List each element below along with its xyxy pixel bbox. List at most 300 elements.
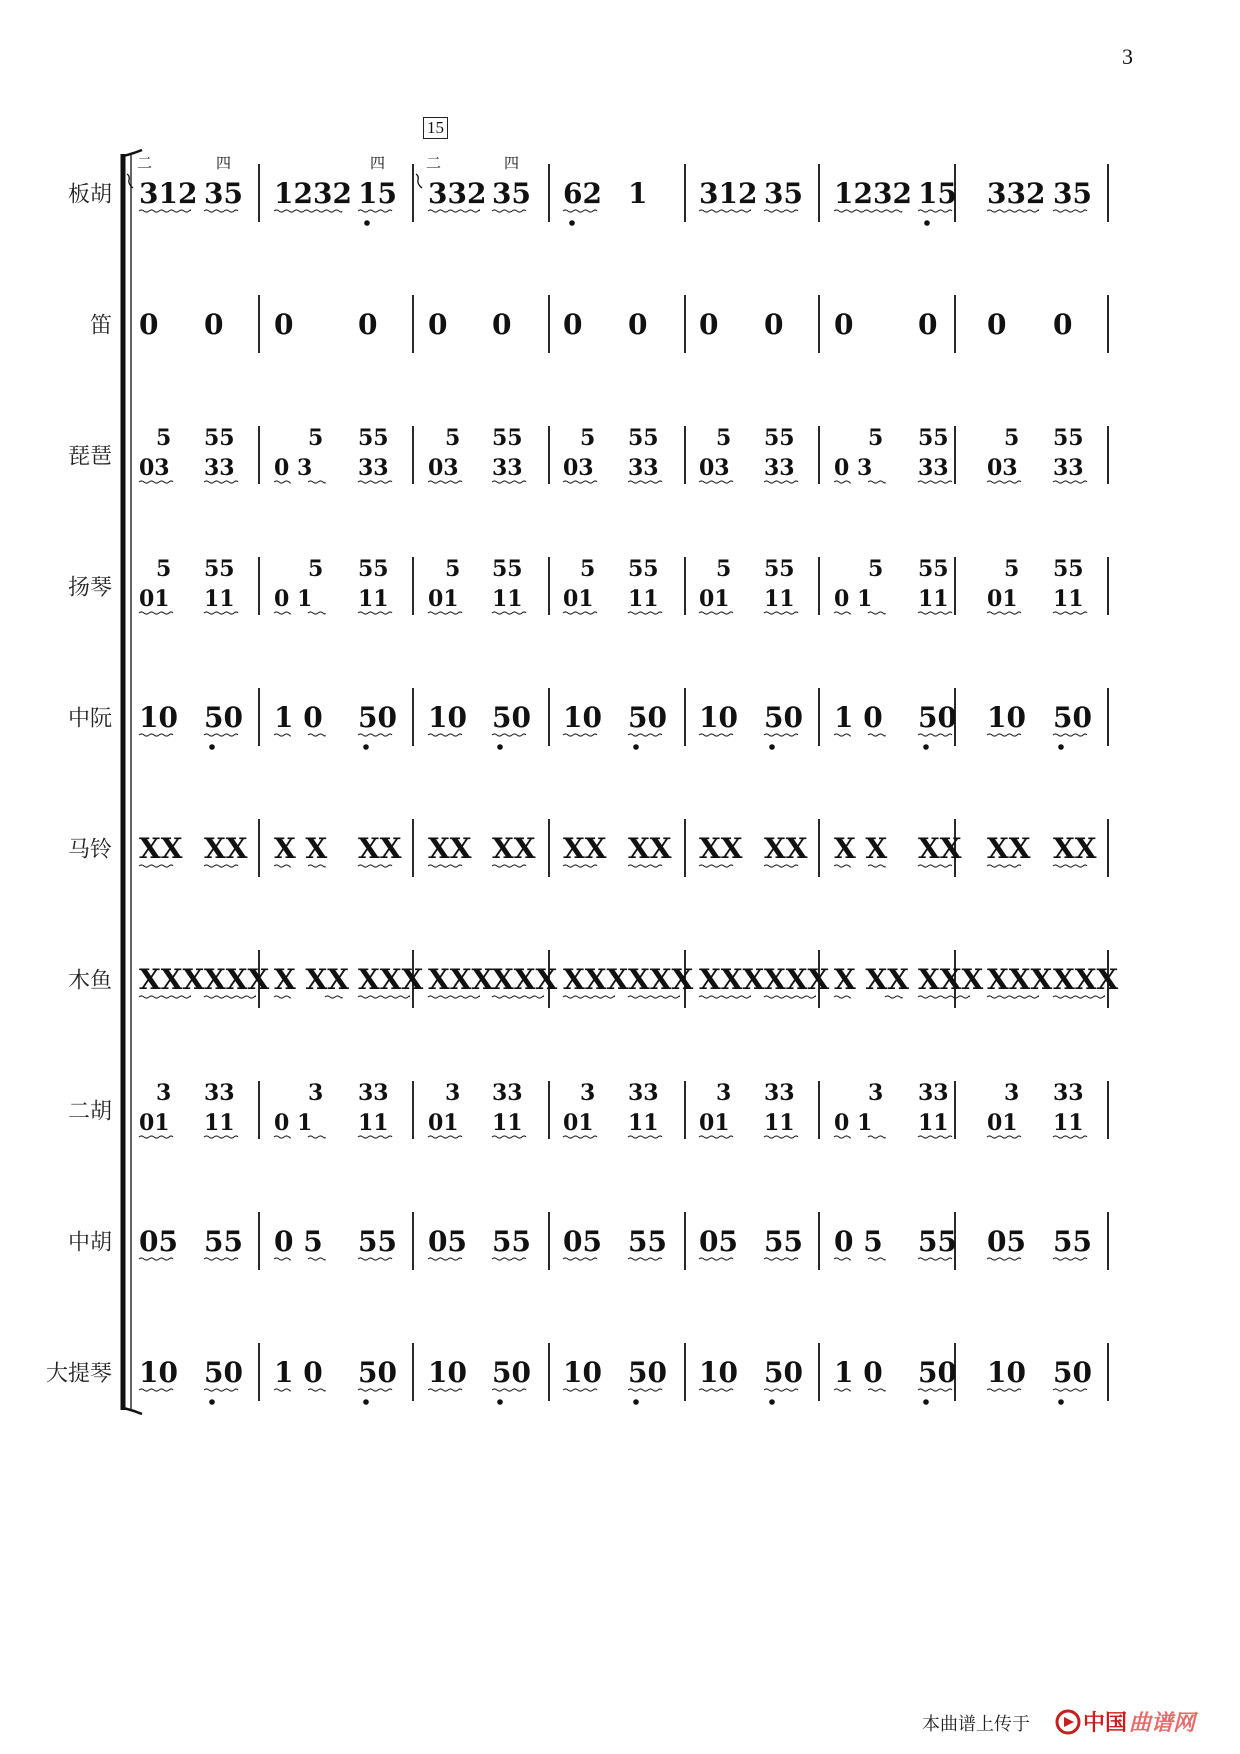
note-bottom: 01: [987, 586, 1018, 612]
note-group: 10: [699, 701, 738, 734]
note-top: 5: [716, 556, 732, 582]
beam-line: [918, 734, 952, 736]
note-top: 5: [445, 556, 461, 582]
note-bottom: 11: [1053, 1110, 1084, 1136]
note-group: 50: [358, 701, 397, 734]
beam-line: [1053, 1258, 1087, 1260]
beam-line: [918, 210, 952, 212]
note-group: 05: [987, 1225, 1026, 1258]
beam-line: [274, 1136, 290, 1138]
note-group: 15: [918, 177, 957, 210]
beam-line: [204, 1136, 238, 1138]
beam-line: [358, 1136, 392, 1138]
note-top: 3: [580, 1080, 596, 1106]
beam-line: [987, 1258, 1021, 1260]
note-top: 33: [1053, 1080, 1084, 1106]
octave-dot: [769, 1399, 775, 1405]
beam-line: [274, 481, 290, 483]
note-group: XX: [628, 832, 672, 865]
note-group: 50: [204, 1356, 243, 1389]
note-top: 3: [156, 1080, 172, 1106]
note-group: 50: [628, 701, 667, 734]
note-group: 50: [1053, 1356, 1092, 1389]
octave-dot: [209, 1399, 215, 1405]
note-group: 10: [563, 701, 602, 734]
beam-line: [628, 481, 662, 483]
note-group: XX: [918, 832, 962, 865]
beam-line: [274, 612, 290, 614]
beam-line: [699, 996, 751, 998]
beam-line: [628, 1389, 662, 1391]
beam-line: [308, 481, 325, 483]
note-bottom: 33: [1053, 455, 1084, 481]
octave-dot: [569, 220, 575, 226]
beam-line: [563, 734, 597, 736]
note-bottom: 01: [139, 586, 170, 612]
beam-line: [204, 865, 238, 867]
beam-line: [428, 210, 480, 212]
note-group: 35: [1053, 177, 1092, 210]
note-top: 33: [492, 1080, 523, 1106]
beam-line: [358, 996, 410, 998]
octave-dot: [364, 220, 370, 226]
octave-dot: [209, 744, 215, 750]
note-group: 0: [492, 308, 512, 341]
beam-line: [868, 1136, 885, 1138]
note-group: X XX: [274, 963, 349, 996]
beam-line: [868, 612, 885, 614]
beam-line: [563, 1136, 597, 1138]
octave-dot: [497, 744, 503, 750]
note-bottom: 01: [563, 1110, 594, 1136]
instrument-name: 二胡: [67, 1099, 112, 1125]
note-group: 0: [987, 308, 1007, 341]
note-group: XXX: [204, 963, 270, 996]
beam-line: [204, 996, 256, 998]
octave-dot: [497, 1399, 503, 1405]
note-group: 0: [358, 308, 378, 341]
beam-line: [987, 210, 1039, 212]
logo-icon: [1055, 1709, 1081, 1735]
beam-line: [699, 210, 751, 212]
beam-line: [699, 612, 733, 614]
note-bottom: 03: [139, 455, 170, 481]
note-top: 5: [1004, 556, 1020, 582]
note-bottom: 01: [987, 1110, 1018, 1136]
note-group: 0: [204, 308, 224, 341]
beam-line: [764, 865, 798, 867]
note-group: 35: [764, 177, 803, 210]
note-bottom: 11: [204, 586, 235, 612]
note-bottom: 11: [764, 1110, 795, 1136]
beam-line: [834, 1258, 850, 1260]
note-group: XXX: [918, 963, 984, 996]
beam-line: [1053, 210, 1087, 212]
beam-line: [428, 1136, 462, 1138]
grace-slide: [416, 174, 422, 188]
note-bottom: 11: [764, 586, 795, 612]
beam-line: [139, 1136, 173, 1138]
octave-dot: [923, 1399, 929, 1405]
note-top: 33: [918, 1080, 949, 1106]
note-top: 55: [628, 425, 659, 451]
note-group: 55: [1053, 1225, 1092, 1258]
instrument-name: 马铃: [67, 837, 112, 863]
note-group: X X: [274, 832, 328, 865]
beam-line: [764, 734, 798, 736]
beam-line: [1053, 865, 1087, 867]
note-bottom: 03: [699, 455, 730, 481]
note-top: 55: [1053, 556, 1084, 582]
beam-line: [563, 612, 597, 614]
note-top: 55: [918, 425, 949, 451]
logo-text-a: 中国: [1083, 1711, 1128, 1736]
note-top: 5: [716, 425, 732, 451]
beam-line: [204, 734, 238, 736]
beam-line: [563, 865, 597, 867]
beam-line: [563, 996, 615, 998]
fingering-mark: 四: [504, 154, 520, 172]
beam-line: [868, 1258, 885, 1260]
beam-line: [628, 612, 662, 614]
beam-line: [358, 1258, 392, 1260]
beam-line: [764, 612, 798, 614]
beam-line: [492, 734, 526, 736]
note-group: 1: [628, 177, 648, 210]
note-group: 0: [274, 308, 294, 341]
instrument-name: 木鱼: [67, 968, 112, 994]
note-group: 35: [492, 177, 531, 210]
note-group: 55: [358, 1225, 397, 1258]
note-top: 33: [358, 1080, 389, 1106]
beam-line: [492, 1136, 526, 1138]
note-group: XXX: [699, 963, 765, 996]
octave-dot: [363, 744, 369, 750]
beam-line: [1053, 1136, 1087, 1138]
note-top: 55: [358, 556, 389, 582]
note-bottom: 11: [358, 586, 389, 612]
note-top: 3: [868, 1080, 884, 1106]
beam-line: [492, 865, 526, 867]
beam-line: [139, 865, 173, 867]
note-group: 50: [204, 701, 243, 734]
beam-line: [492, 996, 544, 998]
beam-line: [699, 865, 733, 867]
beam-line: [1053, 1389, 1087, 1391]
note-group: X X: [834, 832, 888, 865]
note-group: 50: [358, 1356, 397, 1389]
note-top: 5: [1004, 425, 1020, 451]
note-group: 10: [987, 701, 1026, 734]
beam-line: [274, 1389, 290, 1391]
beam-line: [764, 210, 798, 212]
note-top: 3: [445, 1080, 461, 1106]
note-group: 50: [918, 701, 957, 734]
beam-line: [834, 612, 850, 614]
beam-line: [918, 1136, 952, 1138]
beam-line: [139, 1258, 173, 1260]
beam-line: [699, 1389, 733, 1391]
note-group: 1232: [834, 177, 912, 210]
beam-line: [428, 996, 480, 998]
note-top: 5: [445, 425, 461, 451]
instrument-name: 笛: [89, 313, 112, 339]
fingering-mark: 二: [137, 154, 153, 172]
note-group: 0: [918, 308, 938, 341]
note-group: XX: [358, 832, 402, 865]
beam-line: [628, 996, 680, 998]
note-group: X XX: [834, 963, 909, 996]
beam-line: [492, 1389, 526, 1391]
note-group: 1 0: [834, 701, 883, 734]
beam-line: [139, 612, 173, 614]
note-top: 3: [1004, 1080, 1020, 1106]
beam-line: [699, 1136, 733, 1138]
beam-line: [1053, 734, 1087, 736]
beam-line: [204, 1258, 238, 1260]
note-group: 0 5: [834, 1225, 883, 1258]
note-group: 05: [563, 1225, 602, 1258]
note-group: 0: [563, 308, 583, 341]
logo-text-b: 曲谱网: [1129, 1711, 1196, 1736]
octave-dot: [924, 220, 930, 226]
beam-line: [868, 734, 885, 736]
note-top: 55: [358, 425, 389, 451]
octave-dot: [769, 744, 775, 750]
beam-line: [204, 612, 238, 614]
beam-line: [834, 210, 902, 212]
note-group: 55: [764, 1225, 803, 1258]
note-group: 1232: [274, 177, 352, 210]
beam-line: [428, 481, 462, 483]
note-top: 55: [204, 556, 235, 582]
beam-line: [987, 734, 1021, 736]
upload-note: 本曲谱上传于: [922, 1714, 1030, 1735]
note-group: 50: [1053, 701, 1092, 734]
beam-line: [358, 734, 392, 736]
beam-line: [139, 734, 173, 736]
beam-line: [987, 865, 1021, 867]
note-top: 33: [764, 1080, 795, 1106]
rehearsal-mark: 15: [423, 117, 448, 139]
note-bottom: 11: [358, 1110, 389, 1136]
beam-line: [358, 481, 392, 483]
note-top: 5: [868, 425, 884, 451]
beam-line: [699, 481, 733, 483]
note-bottom: 33: [492, 455, 523, 481]
beam-line: [868, 865, 885, 867]
note-group: XXX: [1053, 963, 1119, 996]
beam-line: [308, 734, 325, 736]
beam-line: [204, 481, 238, 483]
note-top: 5: [308, 425, 324, 451]
bracket-bottom-hook: [123, 1408, 142, 1414]
note-group: XX: [987, 832, 1031, 865]
note-bottom: 11: [492, 1110, 523, 1136]
note-group: 15: [358, 177, 397, 210]
beam-line: [918, 865, 952, 867]
fingering-mark: 四: [370, 154, 386, 172]
grace-slide: [127, 174, 133, 188]
note-group: 332: [428, 177, 487, 210]
beam-line: [308, 865, 325, 867]
note-group: 10: [987, 1356, 1026, 1389]
note-bottom: 03: [563, 455, 594, 481]
note-group: 05: [428, 1225, 467, 1258]
beam-line: [358, 210, 392, 212]
note-bottom: 0 1: [834, 1110, 873, 1136]
beam-line: [987, 612, 1021, 614]
note-group: 0: [834, 308, 854, 341]
note-top: 55: [628, 556, 659, 582]
note-top: 5: [156, 556, 172, 582]
note-top: 55: [204, 425, 235, 451]
note-bottom: 0 1: [274, 1110, 313, 1136]
beam-line: [834, 1389, 850, 1391]
note-top: 5: [580, 556, 596, 582]
note-bottom: 33: [764, 455, 795, 481]
beam-line: [885, 996, 902, 998]
note-group: 10: [563, 1356, 602, 1389]
note-top: 5: [580, 425, 596, 451]
note-group: XXX: [139, 963, 205, 996]
note-top: 55: [764, 556, 795, 582]
note-group: 0: [139, 308, 159, 341]
note-group: XX: [204, 832, 248, 865]
beam-line: [628, 865, 662, 867]
beam-line: [699, 1258, 733, 1260]
note-group: XX: [492, 832, 536, 865]
note-top: 55: [764, 425, 795, 451]
beam-line: [428, 1389, 462, 1391]
note-group: 10: [139, 701, 178, 734]
note-bottom: 01: [699, 586, 730, 612]
beam-line: [987, 481, 1021, 483]
octave-dot: [633, 744, 639, 750]
note-bottom: 0 1: [274, 586, 313, 612]
octave-dot: [633, 1399, 639, 1405]
instrument-name: 板胡: [67, 182, 112, 208]
note-group: 35: [204, 177, 243, 210]
beam-line: [834, 734, 850, 736]
beam-line: [868, 481, 885, 483]
note-bottom: 33: [204, 455, 235, 481]
beam-line: [563, 481, 597, 483]
note-group: XX: [563, 832, 607, 865]
note-group: 50: [492, 1356, 531, 1389]
beam-line: [834, 481, 850, 483]
beam-line: [563, 210, 597, 212]
note-bottom: 0 3: [274, 455, 313, 481]
note-top: 33: [204, 1080, 235, 1106]
note-bottom: 33: [918, 455, 949, 481]
note-group: 10: [428, 1356, 467, 1389]
note-group: XX: [1053, 832, 1097, 865]
beam-line: [918, 1389, 952, 1391]
note-group: 1 0: [274, 1356, 323, 1389]
note-group: XX: [139, 832, 183, 865]
note-group: 55: [204, 1225, 243, 1258]
note-group: XXX: [987, 963, 1053, 996]
beam-line: [764, 481, 798, 483]
note-group: 0: [428, 308, 448, 341]
note-group: 62: [563, 177, 602, 210]
beam-line: [492, 210, 526, 212]
beam-line: [834, 1136, 850, 1138]
instrument-name: 中阮: [67, 706, 112, 732]
beam-line: [563, 1389, 597, 1391]
note-group: 332: [987, 177, 1046, 210]
beam-line: [308, 1258, 325, 1260]
note-group: XX: [699, 832, 743, 865]
instrument-name: 琵琶: [67, 444, 112, 470]
note-top: 55: [492, 425, 523, 451]
note-bottom: 11: [628, 586, 659, 612]
beam-line: [274, 996, 290, 998]
octave-dot: [363, 1399, 369, 1405]
beam-line: [492, 612, 526, 614]
beam-line: [764, 1389, 798, 1391]
note-group: XXX: [764, 963, 830, 996]
beam-line: [918, 996, 970, 998]
beam-line: [1053, 612, 1087, 614]
beam-line: [699, 734, 733, 736]
note-bottom: 03: [987, 455, 1018, 481]
beam-line: [918, 1258, 952, 1260]
beam-line: [492, 481, 526, 483]
note-group: 312: [699, 177, 758, 210]
instrument-name: 扬琴: [67, 575, 112, 601]
beam-line: [918, 612, 952, 614]
beam-line: [764, 996, 816, 998]
beam-line: [987, 1389, 1021, 1391]
instrument-name: 中胡: [67, 1230, 112, 1256]
beam-line: [428, 734, 462, 736]
note-bottom: 01: [699, 1110, 730, 1136]
fingering-mark: 二: [426, 154, 442, 172]
beam-line: [428, 1258, 462, 1260]
beam-line: [918, 481, 952, 483]
note-bottom: 01: [563, 586, 594, 612]
note-group: 50: [492, 701, 531, 734]
beam-line: [428, 612, 462, 614]
beam-line: [834, 996, 850, 998]
note-top: 55: [918, 556, 949, 582]
octave-dot: [1058, 1399, 1064, 1405]
note-group: 50: [628, 1356, 667, 1389]
note-group: XXX: [628, 963, 694, 996]
note-group: 1 0: [834, 1356, 883, 1389]
note-group: 55: [492, 1225, 531, 1258]
note-bottom: 33: [628, 455, 659, 481]
note-top: 3: [308, 1080, 324, 1106]
instrument-name: 大提琴: [45, 1361, 112, 1387]
beam-line: [204, 1389, 238, 1391]
note-group: 1 0: [274, 701, 323, 734]
octave-dot: [1058, 744, 1064, 750]
note-bottom: 33: [358, 455, 389, 481]
note-group: 50: [764, 1356, 803, 1389]
note-bottom: 01: [428, 586, 459, 612]
beam-line: [764, 1258, 798, 1260]
beam-line: [628, 1258, 662, 1260]
note-bottom: 01: [428, 1110, 459, 1136]
beam-line: [868, 1389, 885, 1391]
note-group: 10: [428, 701, 467, 734]
note-group: 50: [764, 701, 803, 734]
note-group: XXX: [563, 963, 629, 996]
beam-line: [358, 1389, 392, 1391]
